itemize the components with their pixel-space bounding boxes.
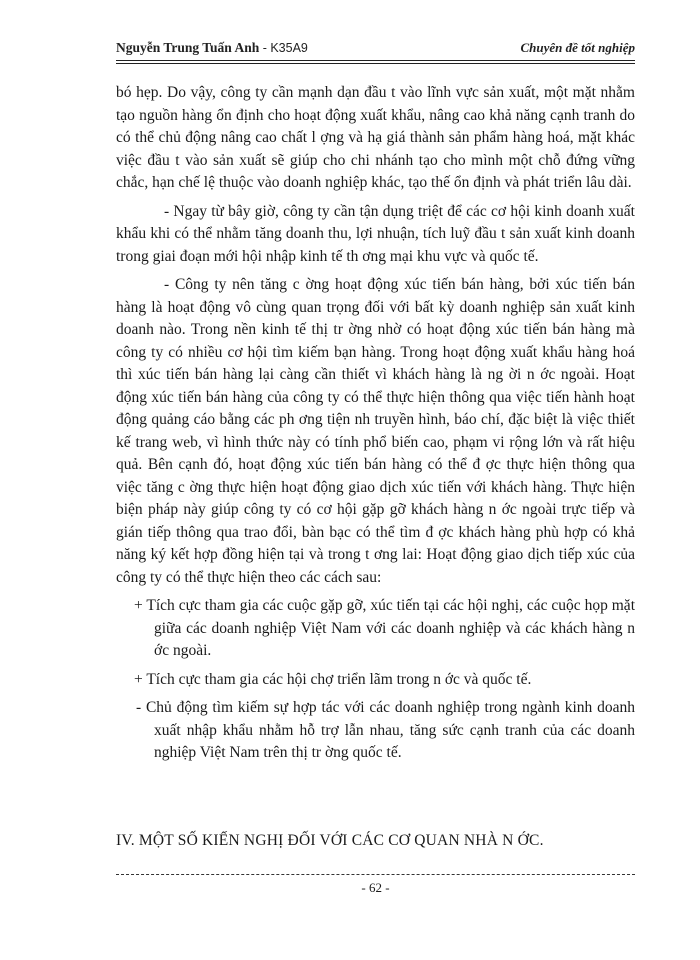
list-item: + Tích cực tham gia các cuộc gặp gỡ, xúc tiến tại các hội nghị, các cuộc họp mặt giữa các doanh nghiệp Việt Nam với các doanh nghiệp và các khách hàng n ớc ngoài. [134,597,635,659]
body-text [116,82,635,771]
footer-divider [116,874,635,875]
section-heading: IV. MỘT SỐ KIẾN NGHỊ ĐỐI VỚI CÁC CƠ QUAN NHÀ N ỚC. [116,832,544,849]
header-divider [116,60,635,64]
page-number: - 62 - [361,880,390,895]
paragraph: - Công ty nên tăng c ờng hoạt động xúc tiến bán hàng, bởi xúc tiến bán hàng là hoạt động vô cùng quan trọng đối với bất kỳ doanh nghiệp sản xuất kinh doanh nào. Trong nền kinh tế thị tr ờng nhờ có hoạt động xúc tiến bán hàng mà công ty có nhiều cơ hội tìm kiếm bạn hàng. Trong hoạt động xuất khẩu hàng hoá thì xúc tiến bán hàng lại càng cần thiết vì khách hàng là ng ời n ớc ngoài. Hoạt động xúc tiến bán hàng của công ty có thể thực hiện thông qua việc tiến hành hoạt động quảng cáo bằng các ph ơng tiện nh truyền hình, báo chí, đặc biệt là việc thiết kế trang web, vì hình thức này có tính phổ biến cao, phạm vi rộng lớn và rất hiệu quả. Bên cạnh đó, hoạt động xúc tiến bán hàng có thể đ ợc thực hiện thông qua việc tăng c ờng thực hiện hoạt động giao dịch xúc tiến với khách hàng. Thực hiện biện pháp này giúp công ty có cơ hội gặp gỡ khách hàng n ớc ngoài trực tiếp và gián tiếp thông qua trao đổi, bàn bạc có thể tìm đ ợc khách hàng phù hợp có khả năng ký kết hợp đồng hiện tại và trong t ơng lai: Hoạt động giao dịch tiếp xúc của công ty có thể thực hiện theo các cách sau: [116,276,635,586]
author-name [116,40,308,56]
list-item: + Tích cực tham gia các hội chợ triển lãm trong n ớc và quốc tế. [134,670,532,688]
document-type: Chuyên đề tốt nghiệp [520,40,635,55]
paragraph: - Ngay từ bây giờ, công ty cần tận dụng triệt để các cơ hội kinh doanh xuất khẩu khi có thể nhằm tăng doanh thu, lợi nhuận, tích luỹ đầu t sản xuất kinh doanh trong giai đoạn mới hội nhập kinh tế th ơng mại khu vực và quốc tế. [116,202,635,265]
paragraph: bó hẹp. Do vậy, công ty cần mạnh dạn đầu t vào lĩnh vực sản xuất, một mặt nhằm tạo nguồn hàng ổn định cho hoạt động xuất khẩu, nâng cao khả năng cạnh tranh do có thể chủ động nâng cao chất l ợng và hạ giá thành sản phẩm hàng hoá, mặt khác việc đầu t vào sản xuất sẽ giúp cho chi nhánh tạo cho mình một chỗ đứng vững chắc, hạn chế lệ thuộc vào doanh nghiệp khác, tạo thế ổn định và phát triển lâu dài. [116,84,635,191]
page-header [116,40,635,60]
class-code: - K35A9 [259,41,308,55]
author-name-text: Nguyễn Trung Tuấn Anh [116,40,260,55]
list-item: - Chủ động tìm kiếm sự hợp tác với các doanh nghiệp trong ngành kinh doanh xuất nhập khẩu nhằm hỗ trợ lẫn nhau, tăng sức cạnh tranh của các doanh nghiệp Việt Nam trên thị tr ờng quốc tế. [136,699,635,761]
